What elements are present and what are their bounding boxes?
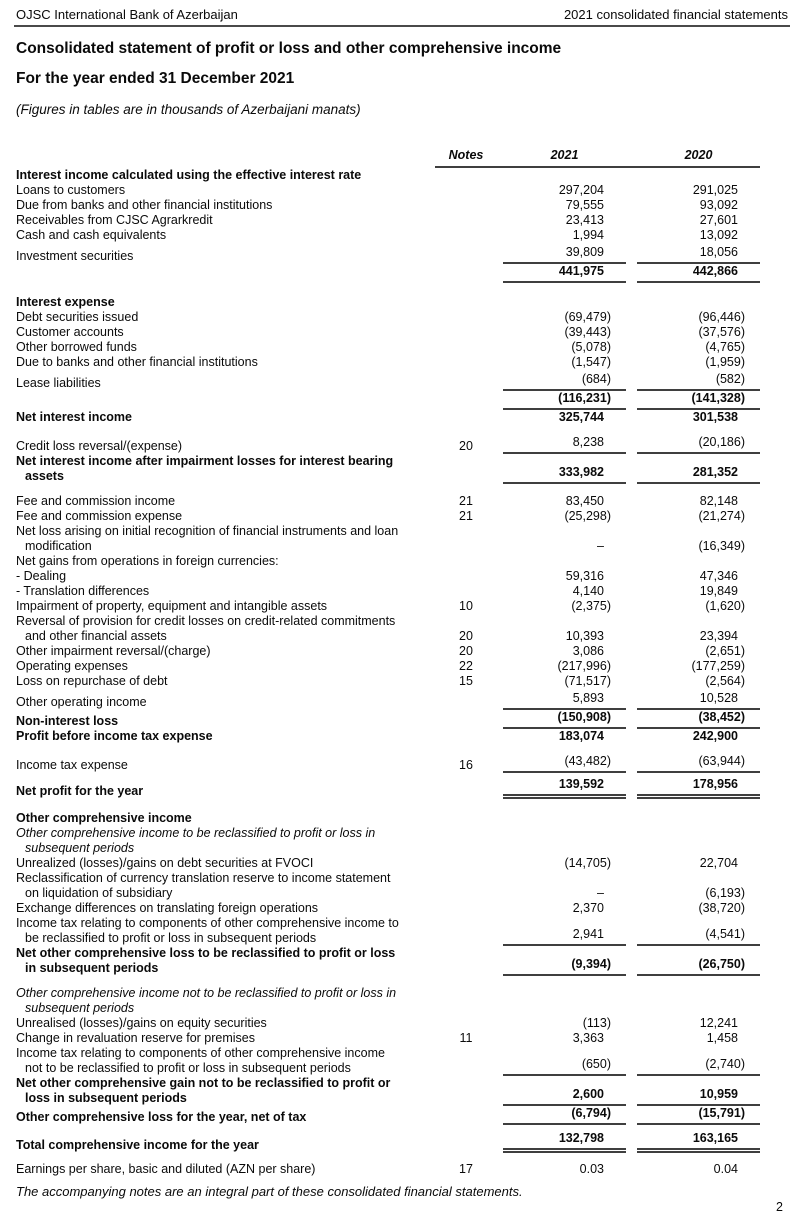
running-header-right: 2021 consolidated financial statements: [563, 7, 788, 22]
row-value-2021: (684): [503, 372, 626, 391]
row-value-2021: 5,893: [503, 691, 626, 710]
table-row: [16, 946, 760, 976]
row-value-2020: (63,944): [637, 754, 760, 773]
row-note: 20: [459, 644, 473, 658]
row-value-2020: (2,564): [705, 674, 745, 688]
table-row: [16, 391, 760, 410]
row-value-2020: (16,349): [698, 539, 745, 553]
row-value-2021: 23,413: [565, 213, 604, 227]
table-row: [16, 295, 760, 310]
table-row: [16, 584, 760, 599]
row-label: Net gains from operations in foreign currencies:: [16, 554, 279, 568]
row-value-2020: (20,186): [637, 435, 760, 454]
row-value-2021: 3,086: [572, 644, 604, 658]
row-value-2021: 132,798: [503, 1131, 626, 1153]
row-value-2020: (15,791): [637, 1106, 760, 1125]
row-note: 15: [459, 674, 473, 688]
row-label: Credit loss reversal/(expense): [16, 439, 183, 453]
statement-table-body: [16, 168, 760, 1177]
row-value-2020: (38,452): [637, 710, 760, 729]
units-note: (Figures in tables are in thousands of Azerbaijani manats): [16, 102, 361, 117]
row-value-2020: (2,740): [637, 1057, 760, 1076]
row-label: Net profit for the year: [16, 784, 144, 798]
row-value-2021: (217,996): [557, 659, 611, 673]
table-row: [16, 228, 760, 243]
row-value-2020: 23,394: [699, 629, 738, 643]
row-label: Operating expenses: [16, 659, 128, 673]
row-value-2021: 2,941: [503, 927, 626, 946]
table-row: [16, 454, 760, 484]
row-label: Total comprehensive income for the year: [16, 1138, 259, 1152]
footer-note: The accompanying notes are an integral part of these consolidated financial statements.: [16, 1184, 523, 1199]
table-row: [16, 435, 760, 454]
row-value-2021: 183,074: [558, 729, 604, 743]
table-row: [16, 325, 760, 340]
row-value-2020: 82,148: [699, 494, 738, 508]
column-header-2020: 2020: [684, 148, 713, 162]
row-label: Other comprehensive income not to be reclassified to profit or loss in subsequent periods: [16, 986, 397, 1015]
table-row: [16, 986, 760, 1016]
row-value-2020: 93,092: [699, 198, 738, 212]
row-label: Fee and commission income: [16, 494, 176, 508]
row-value-2020: (4,541): [637, 927, 760, 946]
row-value-2021: (69,479): [564, 310, 611, 324]
row-value-2020: 22,704: [699, 856, 738, 870]
table-row: [16, 569, 760, 584]
row-label: - Translation differences: [16, 584, 150, 598]
table-row: [16, 198, 760, 213]
row-label: Income tax expense: [16, 758, 128, 772]
row-label: Net interest income: [16, 410, 133, 424]
row-note: 21: [459, 494, 473, 508]
row-value-2021: 2,370: [572, 901, 604, 915]
row-value-2020: 10,528: [637, 691, 760, 710]
row-label: Reversal of provision for credit losses on credit-related commitments and other financial assets: [16, 614, 396, 643]
table-row: [16, 710, 760, 729]
row-label: Cash and cash equivalents: [16, 228, 167, 242]
row-value-2020: (1,620): [705, 599, 745, 613]
table-row: [16, 916, 760, 946]
row-value-2021: 4,140: [572, 584, 604, 598]
row-label: Debt securities issued: [16, 310, 139, 324]
row-note: 10: [459, 599, 473, 613]
row-value-2021: 79,555: [565, 198, 604, 212]
row-label: Change in revaluation reserve for premises: [16, 1031, 256, 1045]
row-value-2020: 242,900: [692, 729, 738, 743]
row-value-2021: (113): [582, 1016, 611, 1030]
row-label: Profit before income tax expense: [16, 729, 213, 743]
row-label: Income tax relating to components of other comprehensive income to be reclassified to profit or loss in subsequent periods: [16, 916, 399, 945]
row-value-2020: (6,193): [705, 886, 745, 900]
row-label: Due to banks and other financial institutions: [16, 355, 258, 369]
table-row: [16, 1031, 760, 1046]
row-label: Other comprehensive income: [16, 811, 192, 825]
statement-table: [16, 148, 760, 1177]
row-note: 20: [459, 439, 473, 453]
table-row: [16, 355, 760, 370]
row-label: Impairment of property, equipment and intangible assets: [16, 599, 328, 613]
table-row: [16, 310, 760, 325]
table-row: [16, 826, 760, 856]
row-label: Net loss arising on initial recognition of financial instruments and loan modification: [16, 524, 399, 553]
table-row: [16, 264, 760, 283]
table-row: [16, 213, 760, 228]
table-row: [16, 811, 760, 826]
row-note: 11: [459, 1031, 473, 1045]
column-header-2021: 2021: [550, 148, 579, 162]
table-row: [16, 340, 760, 355]
table-row: [16, 901, 760, 916]
row-label: Interest income calculated using the effective interest rate: [16, 168, 362, 182]
row-value-2020: 0.04: [713, 1162, 738, 1176]
row-value-2020: (141,328): [637, 391, 760, 410]
row-value-2020: 18,056: [637, 245, 760, 264]
table-row: [16, 1076, 760, 1106]
row-value-2020: (21,274): [698, 509, 745, 523]
row-label: Customer accounts: [16, 325, 124, 339]
row-value-2021: 39,809: [503, 245, 626, 264]
row-label: Interest expense: [16, 295, 115, 309]
row-value-2021: (71,517): [564, 674, 611, 688]
row-label: Income tax relating to components of other comprehensive income not to be reclassified to profit or loss in subsequent periods: [16, 1046, 385, 1075]
row-value-2021: (2,375): [571, 599, 611, 613]
row-value-2021: 8,238: [503, 435, 626, 454]
table-row: [16, 729, 760, 744]
table-row: [16, 1106, 760, 1125]
row-label: Non-interest loss: [16, 714, 119, 728]
row-value-2021: 83,450: [565, 494, 604, 508]
row-value-2021: (43,482): [503, 754, 626, 773]
table-row: [16, 1162, 760, 1177]
table-row: [16, 554, 760, 569]
row-label: Due from banks and other financial institutions: [16, 198, 273, 212]
row-label: Fee and commission expense: [16, 509, 183, 523]
table-header-columns: [435, 148, 760, 168]
row-value-2021: 0.03: [579, 1162, 604, 1176]
row-label: Other impairment reversal/(charge): [16, 644, 211, 658]
row-label: Other operating income: [16, 695, 147, 709]
row-label: Unrealised (losses)/gains on equity securities: [16, 1016, 267, 1030]
table-row: [16, 856, 760, 871]
row-label: Loans to customers: [16, 183, 126, 197]
row-value-2020: 47,346: [699, 569, 738, 583]
row-value-2021: (14,705): [564, 856, 611, 870]
row-note: 22: [459, 659, 473, 673]
page-title: Consolidated statement of profit or loss and other comprehensive income: [16, 40, 562, 57]
row-value-2020: 10,959: [637, 1087, 760, 1106]
row-value-2021: 139,592: [503, 777, 626, 799]
row-value-2021: (5,078): [571, 340, 611, 354]
row-value-2020: (2,651): [705, 644, 745, 658]
row-note: 16: [459, 758, 473, 772]
row-value-2021: 3,363: [572, 1031, 604, 1045]
row-value-2020: (26,750): [637, 957, 760, 976]
row-label: Earnings per share, basic and diluted (AZN per share): [16, 1162, 316, 1176]
row-label: Receivables from CJSC Agrarkredit: [16, 213, 213, 227]
table-row: [16, 183, 760, 198]
row-label: - Dealing: [16, 569, 67, 583]
table-row: [16, 871, 760, 901]
row-value-2021: (6,794): [503, 1106, 626, 1125]
row-value-2020: 178,956: [637, 777, 760, 799]
row-value-2020: (38,720): [698, 901, 745, 915]
row-label: Investment securities: [16, 249, 134, 263]
row-note: 21: [459, 509, 473, 523]
row-label: Net other comprehensive loss to be reclassified to profit or loss in subsequent periods: [16, 946, 396, 975]
row-value-2020: 301,538: [692, 410, 738, 424]
table-row: [16, 168, 760, 183]
row-value-2020: 442,866: [637, 264, 760, 283]
table-row: [16, 245, 760, 264]
row-label: Other comprehensive loss for the year, net of tax: [16, 1110, 307, 1124]
row-value-2021: 297,204: [558, 183, 604, 197]
row-value-2020: 291,025: [692, 183, 738, 197]
row-value-2020: 281,352: [637, 465, 760, 484]
table-row: [16, 777, 760, 799]
row-value-2021: (25,298): [564, 509, 611, 523]
row-value-2021: 441,975: [503, 264, 626, 283]
table-row: [16, 659, 760, 674]
running-header-left: OJSC International Bank of Azerbaijan: [16, 7, 238, 22]
row-value-2021: –: [597, 539, 604, 553]
table-header-row: [16, 148, 760, 168]
row-value-2021: (9,394): [503, 957, 626, 976]
row-value-2021: 1,994: [572, 228, 604, 242]
row-label: Reclassification of currency translation reserve to income statement on liquidation of subsidiary: [16, 871, 391, 900]
row-label: Unrealized (losses)/gains on debt securities at FVOCI: [16, 856, 314, 870]
row-value-2021: (39,443): [564, 325, 611, 339]
row-value-2020: 163,165: [637, 1131, 760, 1153]
row-value-2021: 2,600: [503, 1087, 626, 1106]
table-row: [16, 494, 760, 509]
row-label: Net other comprehensive gain not to be reclassified to profit or loss in subsequent periods: [16, 1076, 391, 1105]
row-value-2021: 10,393: [565, 629, 604, 643]
table-row: [16, 524, 760, 554]
row-label: Other borrowed funds: [16, 340, 137, 354]
table-row: [16, 691, 760, 710]
row-label: Exchange differences on translating foreign operations: [16, 901, 319, 915]
table-row: [16, 509, 760, 524]
row-value-2020: 1,458: [706, 1031, 738, 1045]
page-number: 2: [776, 1200, 783, 1214]
table-row: [16, 754, 760, 773]
row-value-2020: (4,765): [705, 340, 745, 354]
table-row: [16, 614, 760, 644]
page-subtitle: For the year ended 31 December 2021: [16, 70, 295, 87]
row-label: Lease liabilities: [16, 376, 101, 390]
table-row: [16, 644, 760, 659]
row-value-2020: (96,446): [698, 310, 745, 324]
row-value-2020: 12,241: [699, 1016, 738, 1030]
row-value-2021: 325,744: [558, 410, 604, 424]
running-header: [14, 0, 790, 27]
row-value-2020: 13,092: [699, 228, 738, 242]
row-note: 17: [459, 1162, 473, 1176]
table-row: [16, 410, 760, 425]
table-row: [16, 1131, 760, 1153]
row-value-2020: (177,259): [691, 659, 745, 673]
row-label: Net interest income after impairment losses for interest bearing assets: [16, 454, 394, 483]
table-row: [16, 599, 760, 614]
row-value-2020: 19,849: [699, 584, 738, 598]
row-label: Other comprehensive income to be reclassified to profit or loss in subsequent periods: [16, 826, 376, 855]
row-value-2020: (37,576): [698, 325, 745, 339]
row-value-2021: –: [597, 886, 604, 900]
row-value-2021: 59,316: [565, 569, 604, 583]
row-value-2021: (150,908): [503, 710, 626, 729]
table-row: [16, 674, 760, 689]
table-row: [16, 1046, 760, 1076]
row-value-2020: 27,601: [699, 213, 738, 227]
row-value-2021: (650): [503, 1057, 626, 1076]
table-row: [16, 372, 760, 391]
column-header-notes: Notes: [448, 148, 484, 162]
row-label: Loss on repurchase of debt: [16, 674, 168, 688]
row-value-2021: (1,547): [571, 355, 611, 369]
column-gap: [626, 148, 637, 163]
table-row: [16, 1016, 760, 1031]
row-value-2021: (116,231): [503, 391, 626, 410]
row-note: 20: [459, 629, 473, 643]
row-value-2020: (1,959): [705, 355, 745, 369]
row-value-2021: 333,982: [503, 465, 626, 484]
row-value-2020: (582): [637, 372, 760, 391]
